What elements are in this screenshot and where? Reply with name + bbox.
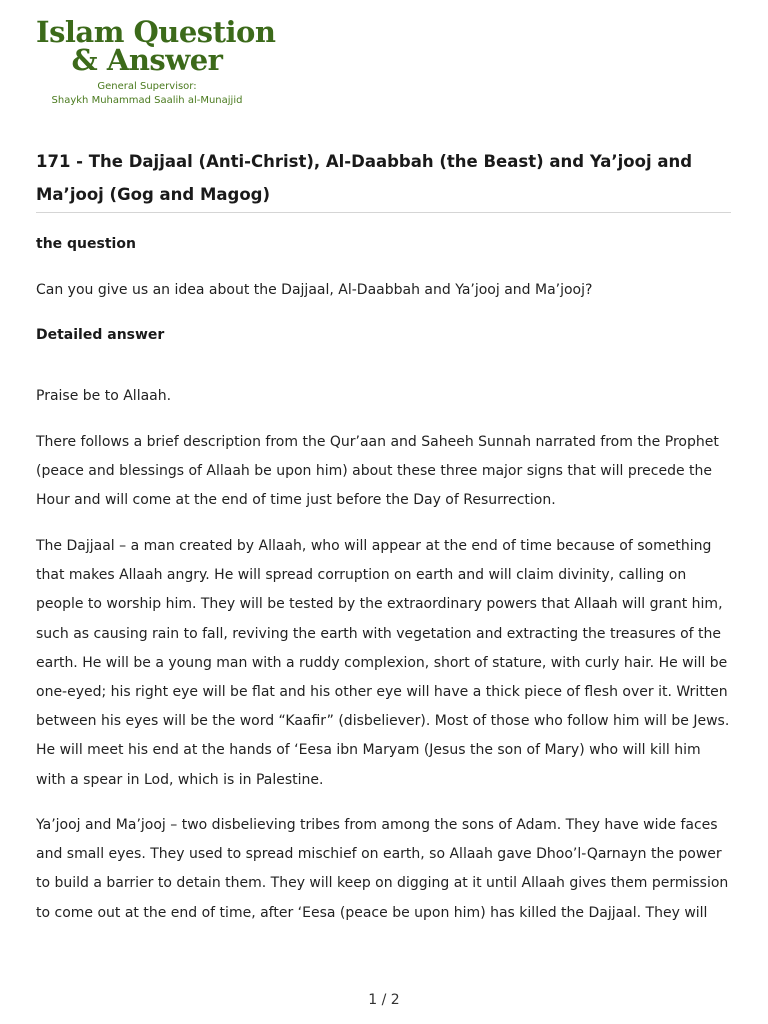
paragraph-line: The Dajjaal – a man created by Allaah, who will appear at the end of time because of something [36, 538, 712, 554]
logo-title-line-2: & Answer [71, 43, 223, 77]
paragraph-line: one-eyed; his right eye will be flat and his other eye will have a thick piece of flesh over it. Written [36, 684, 728, 701]
paragraph-line: Ya’jooj and Ma’jooj – two disbelieving tribes from among the sons of Adam. They have wide faces [36, 817, 718, 833]
paragraph-line: with a spear in Lod, which is in Palestine. [36, 771, 324, 788]
question-text-line: Can you give us an idea about the Dajjaal, Al-Daabbah and Ya’jooj and Ma’jooj? [36, 282, 593, 298]
paragraph-line: Praise be to Allaah. [36, 388, 172, 404]
paragraph-line: people to worship him. They will be tested by the extraordinary powers that Allaah will grant him, [36, 596, 723, 613]
page-title-line: 171 - The Dajjaal (Anti-Christ), Al-Daabbah (the Beast) and Ya’jooj and [36, 152, 693, 171]
answer-paragraph [36, 532, 731, 795]
paragraph-line: to come out at the end of time, after ‘Eesa (peace be upon him) has killed the Dajjaal. They will [36, 904, 708, 921]
answer-paragraph [36, 382, 731, 411]
question-text [36, 276, 731, 305]
logo-supervisor-label: General Supervisor: [97, 81, 197, 92]
answer-paragraph [36, 428, 731, 516]
title-divider [36, 212, 731, 213]
paragraph-line: There follows a brief description from the Qur’aan and Saheeh Sunnah narrated from the Prophet [36, 434, 719, 450]
paragraph-line: Hour and will come at the end of time just before the Day of Resurrection. [36, 492, 556, 509]
paragraph-line: such as causing rain to fall, reviving the earth with vegetation and extracting the treasures of the [36, 625, 721, 642]
paragraph-line: that makes Allaah angry. He will spread corruption on earth and will claim divinity, calling on [36, 567, 687, 584]
logo-title-line-1: Islam Question [36, 15, 276, 49]
answer-paragraph [36, 811, 731, 928]
paragraph-line: to build a barrier to detain them. They will keep on digging at it until Allaah gives them permission [36, 875, 729, 892]
logo-supervisor-name: Shaykh Muhammad Saalih al-Munajjid [51, 95, 243, 106]
page-number: 1 / 2 [368, 992, 400, 1008]
paragraph-line: earth. He will be a young man with a ruddy complexion, short of stature, with curly hair. He will be [36, 654, 728, 671]
question-heading: the question [36, 236, 136, 252]
site-logo[interactable] [36, 15, 276, 108]
paragraph-line: (peace and blessings of Allaah be upon him) about these three major signs that will precede the [36, 463, 713, 480]
page-title [36, 145, 731, 211]
page-title-line: Ma’jooj (Gog and Magog) [36, 185, 271, 204]
answer-heading: Detailed answer [36, 327, 165, 343]
paragraph-line: He will meet his end at the hands of ‘Eesa ibn Maryam (Jesus the son of Mary) who will kill him [36, 742, 701, 759]
paragraph-line: and small eyes. They used to spread mischief on earth, so Allaah gave Dhoo’l-Qarnayn the power [36, 846, 722, 863]
paragraph-line: between his eyes will be the word “Kaafir” (disbeliever). Most of those who follow him will be Jews. [36, 713, 730, 730]
